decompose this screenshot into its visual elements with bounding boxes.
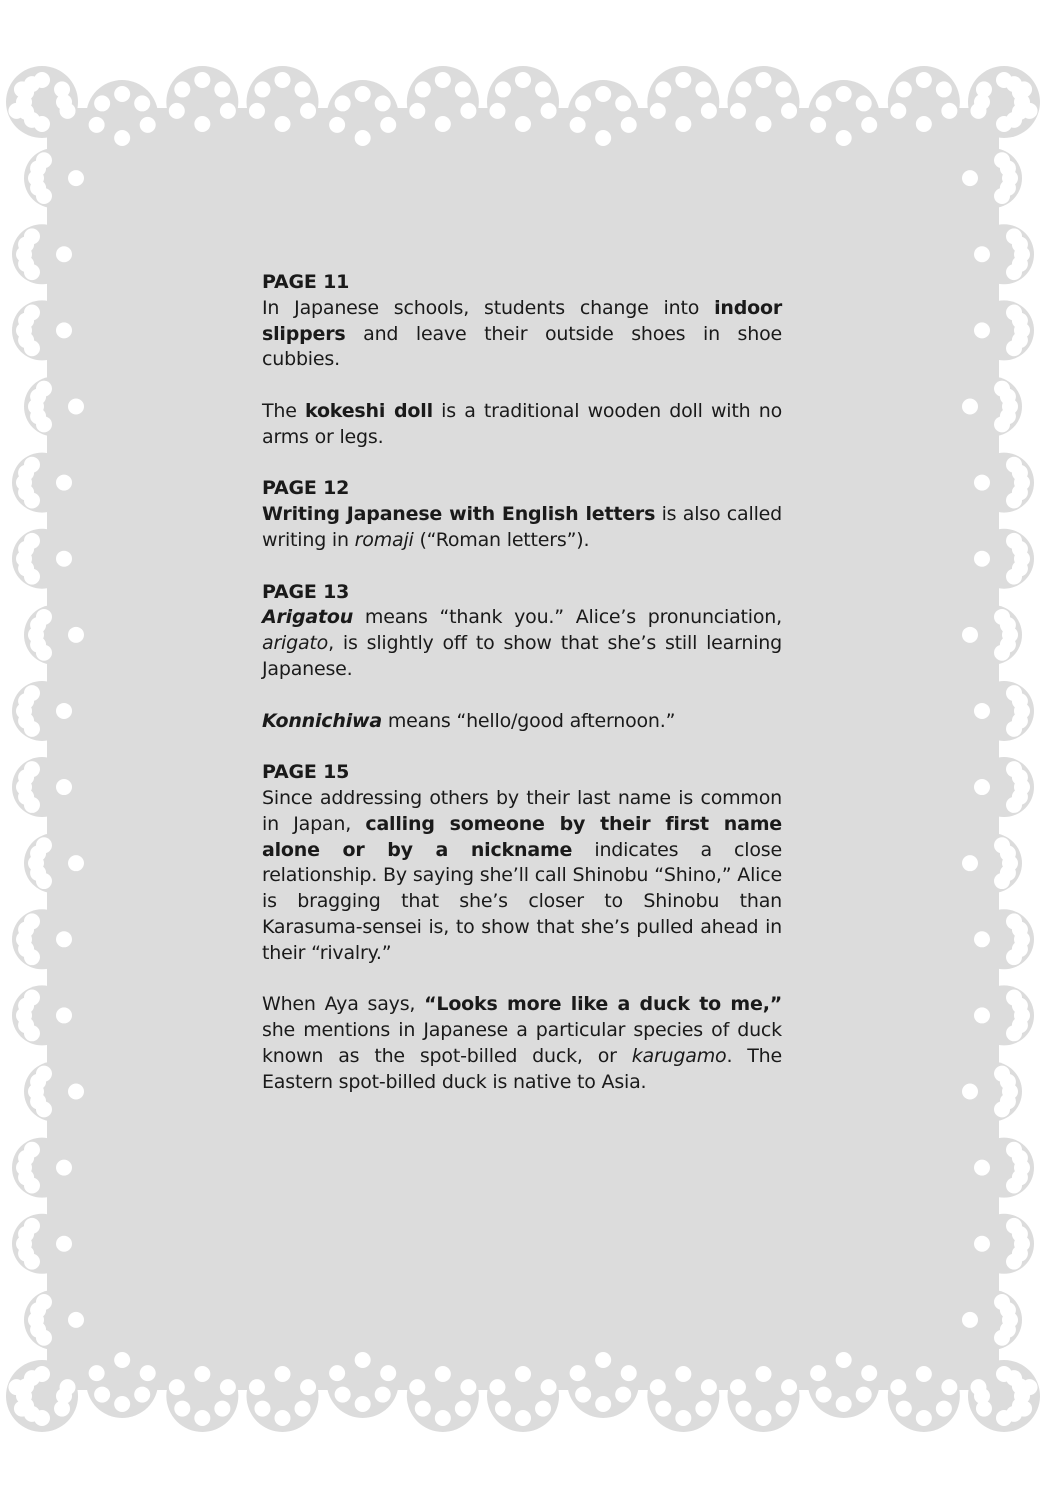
lace-hole — [776, 81, 792, 97]
lace-hole — [994, 645, 1010, 661]
notes-column — [262, 270, 782, 1121]
emphasized-term: Konnichiwa — [262, 709, 382, 732]
lace-hole — [169, 1379, 185, 1395]
lace-hole — [114, 86, 130, 102]
lace-hole — [214, 81, 230, 97]
lace-hole — [24, 340, 40, 356]
lace-hole — [974, 1007, 990, 1023]
lace-hole — [675, 72, 691, 88]
text-run: In Japanese schools, students change into — [262, 296, 715, 319]
lace-hole — [1006, 1406, 1022, 1422]
lace-hole — [36, 873, 52, 889]
lace-hole — [974, 703, 990, 719]
lace-hole — [489, 103, 505, 119]
lace-hole — [56, 1388, 72, 1404]
lace-hole — [114, 130, 130, 146]
section-heading: PAGE 13 — [262, 580, 350, 603]
lace-hole — [695, 1401, 711, 1417]
lace-hole — [114, 1352, 130, 1368]
lace-hole — [114, 1396, 130, 1412]
section-page-note — [262, 476, 782, 553]
text-run: means “hello/good afternoon.” — [381, 709, 676, 732]
lace-hole — [220, 1379, 236, 1395]
lace-hole — [194, 72, 210, 88]
text-run: she mentions in Japanese a particular species of duck known as the spot-billed duck, or — [262, 1019, 782, 1067]
lace-hole — [36, 645, 52, 661]
lace-hole — [435, 72, 451, 88]
lace-hole — [355, 1396, 371, 1412]
lace-hole — [861, 1365, 877, 1381]
lace-hole — [355, 86, 371, 102]
lace-hole — [535, 81, 551, 97]
section-page-note — [262, 580, 782, 735]
text-run: indicates a close relationship. By saying she’ll call Shinobu “Shino,” Alice is bragging that she’s closer to Shinobu than Karasuma-sensei is, to show that she’s pulled ahead in their “rivalry.” — [262, 838, 782, 964]
lace-hole — [570, 117, 586, 133]
lace-hole — [24, 1178, 40, 1194]
lace-hole — [275, 116, 291, 132]
lace-hole — [890, 1379, 906, 1395]
lace-hole — [650, 103, 666, 119]
lace-hole — [816, 95, 832, 111]
lace-hole — [89, 117, 105, 133]
lace-hole — [56, 1007, 72, 1023]
lace-hole — [24, 112, 40, 128]
text-run: (“Roman letters”). — [413, 528, 590, 551]
lace-hole — [24, 492, 40, 508]
lace-hole — [781, 103, 797, 119]
lace-hole — [1006, 340, 1022, 356]
text-run: Since addressing others by their last name is common in Japan, — [262, 786, 782, 835]
lace-hole — [435, 1366, 451, 1382]
text-run: means “thank you.” Alice’s pronunciation, — [353, 606, 782, 629]
emphasized-term: kokeshi doll — [305, 399, 433, 422]
lace-hole — [994, 1330, 1010, 1346]
lace-hole — [68, 855, 84, 871]
lace-hole — [36, 1101, 52, 1117]
lace-hole — [730, 1379, 746, 1395]
lace-hole — [1006, 797, 1022, 813]
lace-hole — [24, 569, 40, 585]
section-heading: PAGE 15 — [262, 761, 350, 784]
text-run: and leave their outside shoes in shoe cubbies. — [262, 322, 782, 371]
lace-hole — [329, 1365, 345, 1381]
lace-hole — [974, 322, 990, 338]
lace-hole — [962, 1312, 978, 1328]
text-run: , is slightly off to show that she’s still learning Japanese. — [262, 632, 782, 680]
lace-hole — [515, 1410, 531, 1426]
lace-hole — [94, 95, 110, 111]
lace-hole — [701, 103, 717, 119]
lace-hole — [455, 1401, 471, 1417]
section-heading: PAGE 11 — [262, 271, 350, 293]
lace-hole — [94, 1387, 110, 1403]
lace-hole — [994, 188, 1010, 204]
lace-hole — [56, 94, 72, 110]
lace-hole — [174, 81, 190, 97]
lace-hole — [89, 1365, 105, 1381]
lace-hole — [974, 1160, 990, 1176]
lace-hole — [974, 475, 990, 491]
note-paragraph — [262, 296, 782, 373]
note-paragraph — [262, 709, 782, 735]
lace-hole — [595, 1396, 611, 1412]
note-paragraph — [262, 605, 782, 682]
lace-hole — [595, 1352, 611, 1368]
lace-hole — [836, 130, 852, 146]
lace-hole — [249, 1379, 265, 1395]
text-run: is a traditional wooden doll with no arms or legs. — [262, 399, 782, 448]
section-page-note — [262, 760, 782, 1095]
note-paragraph — [262, 502, 782, 554]
text-run: is also called writing in — [262, 503, 783, 551]
lace-hole — [335, 95, 351, 111]
lace-hole — [409, 103, 425, 119]
emphasized-term: romaji — [354, 528, 414, 551]
lace-hole — [861, 117, 877, 133]
lace-hole — [936, 1401, 952, 1417]
lace-hole — [169, 103, 185, 119]
lace-hole — [675, 116, 691, 132]
lace-hole — [300, 1379, 316, 1395]
lace-hole — [36, 416, 52, 432]
lace-hole — [675, 1366, 691, 1382]
lace-hole — [776, 1401, 792, 1417]
lace-hole — [300, 103, 316, 119]
lace-hole — [194, 116, 210, 132]
lace-hole — [140, 117, 156, 133]
lace-hole — [962, 855, 978, 871]
lace-hole — [24, 1406, 40, 1422]
lace-hole — [974, 94, 990, 110]
lace-hole — [380, 1365, 396, 1381]
lace-hole — [1006, 492, 1022, 508]
lace-hole — [495, 1401, 511, 1417]
lace-hole — [220, 103, 236, 119]
lace-hole — [836, 1352, 852, 1368]
lace-hole — [896, 1401, 912, 1417]
lace-hole — [735, 1401, 751, 1417]
emphasized-term: arigato — [262, 632, 329, 655]
lace-hole — [535, 1401, 551, 1417]
lace-hole — [756, 116, 772, 132]
lace-hole — [974, 551, 990, 567]
emphasized-term: Writing Japanese with English letters — [262, 503, 656, 526]
lace-hole — [24, 949, 40, 965]
lace-hole — [1006, 1178, 1022, 1194]
lace-hole — [962, 1084, 978, 1100]
emphasized-term: “Looks more like a duck to me,” — [424, 993, 783, 1016]
lace-hole — [194, 1410, 210, 1426]
lace-hole — [56, 779, 72, 795]
section-heading: PAGE 12 — [262, 477, 350, 500]
lace-hole — [355, 130, 371, 146]
emphasized-term: indoor slippers — [262, 296, 782, 345]
lace-hole — [134, 95, 150, 111]
lace-hole — [756, 72, 772, 88]
lace-hole — [974, 779, 990, 795]
text-run: When Aya says, — [262, 993, 425, 1016]
lace-hole — [295, 81, 311, 97]
lace-hole — [56, 475, 72, 491]
lace-hole — [24, 797, 40, 813]
lace-hole — [1006, 112, 1022, 128]
lace-hole — [435, 1410, 451, 1426]
lace-hole — [962, 170, 978, 186]
lace-hole — [249, 103, 265, 119]
lace-hole — [890, 103, 906, 119]
lace-hole — [275, 1410, 291, 1426]
lace-hole — [56, 931, 72, 947]
lace-hole — [214, 1401, 230, 1417]
lace-hole — [415, 1401, 431, 1417]
lace-hole — [836, 86, 852, 102]
lace-hole — [375, 1387, 391, 1403]
lace-hole — [68, 170, 84, 186]
lace-hole — [56, 551, 72, 567]
lace-hole — [974, 246, 990, 262]
lace-hole — [916, 116, 932, 132]
lace-hole — [295, 1401, 311, 1417]
lace-hole — [756, 1366, 772, 1382]
lace-hole — [375, 95, 391, 111]
lace-hole — [595, 86, 611, 102]
lace-hole — [936, 81, 952, 97]
lace-hole — [856, 1387, 872, 1403]
text-run: The — [262, 399, 306, 422]
lace-hole — [994, 416, 1010, 432]
lace-hole — [134, 1387, 150, 1403]
lace-hole — [810, 117, 826, 133]
lace-hole — [460, 103, 476, 119]
lace-hole — [515, 116, 531, 132]
lace-hole — [916, 1410, 932, 1426]
lace-hole — [24, 721, 40, 737]
lace-hole — [1006, 721, 1022, 737]
lace-hole — [896, 81, 912, 97]
lace-hole — [1006, 569, 1022, 585]
lace-hole — [275, 1366, 291, 1382]
lace-hole — [701, 1379, 717, 1395]
lace-hole — [962, 627, 978, 643]
text-run: . The Eastern spot-billed duck is native to Asia. — [262, 1044, 782, 1093]
lace-hole — [56, 703, 72, 719]
lace-hole — [460, 1379, 476, 1395]
lace-hole — [275, 72, 291, 88]
lace-hole — [810, 1365, 826, 1381]
lace-hole — [56, 1160, 72, 1176]
lace-hole — [68, 1084, 84, 1100]
lace-hole — [655, 1401, 671, 1417]
lace-hole — [962, 398, 978, 414]
emphasized-term: karugamo — [631, 1044, 727, 1067]
lace-hole — [515, 72, 531, 88]
lace-hole — [974, 931, 990, 947]
lace-hole — [489, 1379, 505, 1395]
lace-hole — [994, 1101, 1010, 1117]
lace-hole — [254, 1401, 270, 1417]
lace-hole — [941, 103, 957, 119]
lace-hole — [140, 1365, 156, 1381]
lace-hole — [836, 1396, 852, 1412]
lace-hole — [24, 264, 40, 280]
lace-hole — [56, 322, 72, 338]
lace-hole — [650, 1379, 666, 1395]
emphasized-term: Arigatou — [262, 606, 354, 629]
lace-hole — [916, 1366, 932, 1382]
lace-hole — [575, 95, 591, 111]
lace-hole — [730, 103, 746, 119]
lace-hole — [595, 130, 611, 146]
lace-hole — [675, 1410, 691, 1426]
lace-hole — [409, 1379, 425, 1395]
lace-hole — [570, 1365, 586, 1381]
lace-hole — [974, 1388, 990, 1404]
lace-hole — [335, 1387, 351, 1403]
lace-hole — [68, 1312, 84, 1328]
lace-hole — [756, 1410, 772, 1426]
lace-hole — [68, 627, 84, 643]
lace-hole — [856, 95, 872, 111]
lace-hole — [575, 1387, 591, 1403]
lace-hole — [541, 1379, 557, 1395]
lace-hole — [355, 1352, 371, 1368]
lace-hole — [916, 72, 932, 88]
note-paragraph — [262, 399, 782, 451]
lace-hole — [455, 81, 471, 97]
lace-hole — [974, 1236, 990, 1252]
lace-hole — [380, 117, 396, 133]
lace-hole — [994, 873, 1010, 889]
note-paragraph — [262, 992, 782, 1095]
lace-hole — [621, 1365, 637, 1381]
lace-hole — [1006, 264, 1022, 280]
lace-hole — [615, 1387, 631, 1403]
lace-hole — [781, 1379, 797, 1395]
lace-hole — [941, 1379, 957, 1395]
lace-hole — [24, 1254, 40, 1270]
lace-hole — [615, 95, 631, 111]
lace-hole — [1006, 1025, 1022, 1041]
lace-hole — [655, 81, 671, 97]
lace-hole — [1006, 1254, 1022, 1270]
lace-hole — [816, 1387, 832, 1403]
lace-hole — [1006, 949, 1022, 965]
lace-hole — [621, 117, 637, 133]
lace-hole — [174, 1401, 190, 1417]
lace-hole — [56, 1236, 72, 1252]
lace-hole — [254, 81, 270, 97]
lace-hole — [36, 188, 52, 204]
lace-hole — [24, 1025, 40, 1041]
lace-hole — [415, 81, 431, 97]
lace-hole — [495, 81, 511, 97]
lace-hole — [329, 117, 345, 133]
lace-hole — [435, 116, 451, 132]
section-page-note — [262, 270, 782, 451]
lace-hole — [695, 81, 711, 97]
note-paragraph — [262, 786, 782, 967]
emphasized-term: calling someone by their first name alone or by a nickname — [262, 812, 782, 861]
lace-hole — [735, 81, 751, 97]
lace-hole — [194, 1366, 210, 1382]
lace-hole — [68, 398, 84, 414]
lace-hole — [541, 103, 557, 119]
lace-hole — [515, 1366, 531, 1382]
lace-hole — [56, 246, 72, 262]
lace-hole — [36, 1330, 52, 1346]
